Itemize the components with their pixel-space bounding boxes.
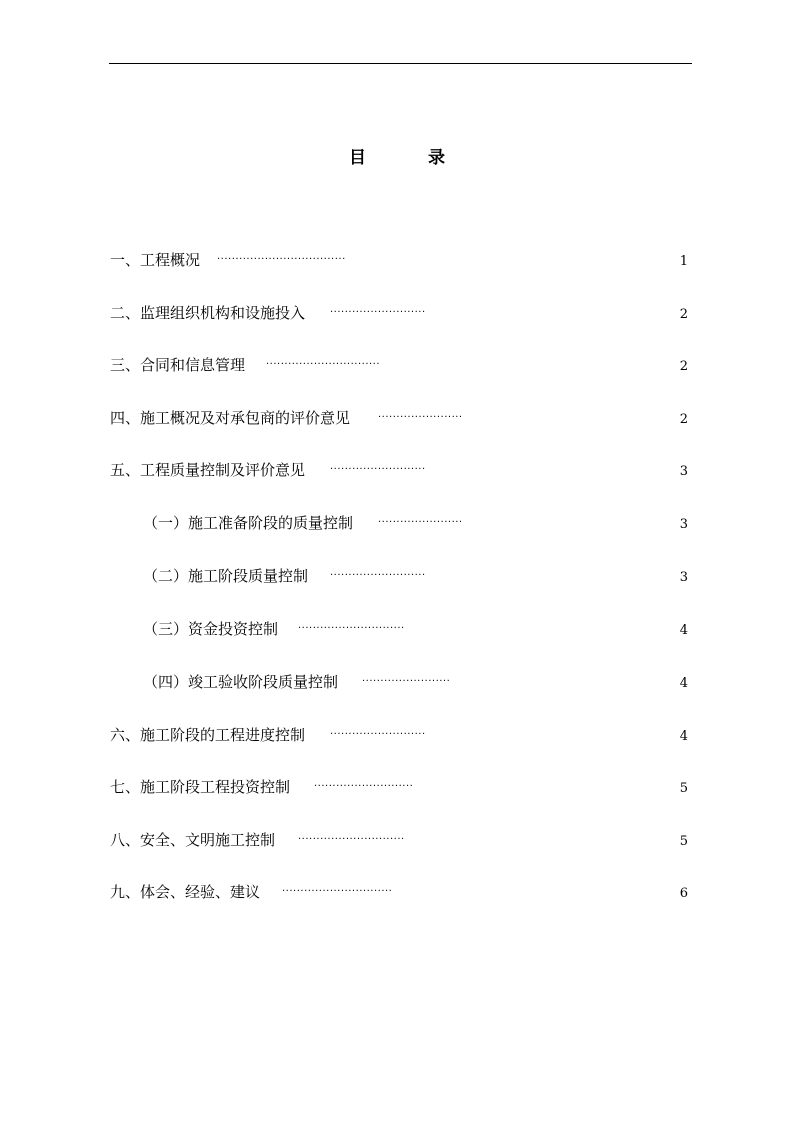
toc-entry[interactable]: [0, 880, 794, 904]
toc-entry-page: 3: [679, 570, 688, 585]
toc-entry-label: 四、施工概况及对承包商的评价意见: [110, 409, 351, 427]
toc-entry-page: 4: [679, 729, 688, 744]
toc-entry-label: 六、施工阶段的工程进度控制: [110, 726, 306, 744]
toc-leader: ..........................: [330, 726, 426, 737]
toc-entry-page: 2: [679, 412, 688, 427]
toc-entry-label: 九、体会、经验、建议: [110, 883, 261, 901]
toc-entry-page: 4: [679, 676, 688, 691]
toc-entry-page: 3: [679, 517, 688, 532]
toc-entry-page: 5: [679, 781, 688, 796]
toc-leader: .............................: [298, 831, 405, 842]
toc-leader: ..........................: [330, 461, 426, 472]
toc-leader: ...............................: [266, 356, 381, 367]
toc-title-char-1: 目: [349, 148, 366, 168]
toc-leader: .......................: [378, 514, 463, 525]
toc-entry[interactable]: [0, 617, 794, 641]
toc-entry-label: 一、工程概况: [110, 251, 201, 269]
toc-entry-label: （一）施工准备阶段的质量控制: [143, 514, 354, 532]
toc-entry[interactable]: [0, 828, 794, 852]
toc-leader: ...........................: [314, 778, 414, 789]
toc-entry-label: （四）竣工验收阶段质量控制: [143, 673, 339, 691]
toc-entry-label: （三）资金投资控制: [143, 620, 279, 638]
toc-entry[interactable]: [0, 353, 794, 377]
toc-title-char-2: 录: [428, 148, 445, 168]
toc-leader: .............................: [298, 620, 405, 631]
toc-leader: ...................................: [217, 251, 346, 262]
toc-leader: ..........................: [330, 304, 426, 315]
toc-leader: ..............................: [282, 883, 393, 894]
toc-entry[interactable]: [0, 301, 794, 325]
toc-entry-label: 三、合同和信息管理: [110, 356, 246, 374]
toc-entry[interactable]: [0, 723, 794, 747]
toc-entry-page: 1: [679, 254, 688, 269]
toc-entry-label: （二）施工阶段质量控制: [143, 567, 309, 585]
toc-entry[interactable]: [0, 775, 794, 799]
toc-entry[interactable]: [0, 458, 794, 482]
toc-leader: ..........................: [330, 567, 426, 578]
toc-entry-page: 6: [679, 886, 688, 901]
toc-entry-label: 五、工程质量控制及评价意见: [110, 461, 306, 479]
toc-entry[interactable]: [0, 564, 794, 588]
toc-entry-page: 3: [679, 464, 688, 479]
toc-entry-page: 2: [679, 307, 688, 322]
toc-leader: ........................: [362, 673, 451, 684]
toc-entry[interactable]: [0, 670, 794, 694]
toc-entry-label: 七、施工阶段工程投资控制: [110, 778, 291, 796]
toc-entry[interactable]: [0, 511, 794, 535]
toc-entry[interactable]: [0, 248, 794, 272]
toc-entry-label: 二、监理组织机构和设施投入: [110, 304, 306, 322]
toc-entry-page: 2: [679, 359, 688, 374]
toc-leader: .......................: [378, 409, 463, 420]
toc-entry[interactable]: [0, 406, 794, 430]
toc-entry-page: 5: [679, 834, 688, 849]
toc-entry-label: 八、安全、文明施工控制: [110, 831, 276, 849]
toc-entry-page: 4: [679, 623, 688, 638]
